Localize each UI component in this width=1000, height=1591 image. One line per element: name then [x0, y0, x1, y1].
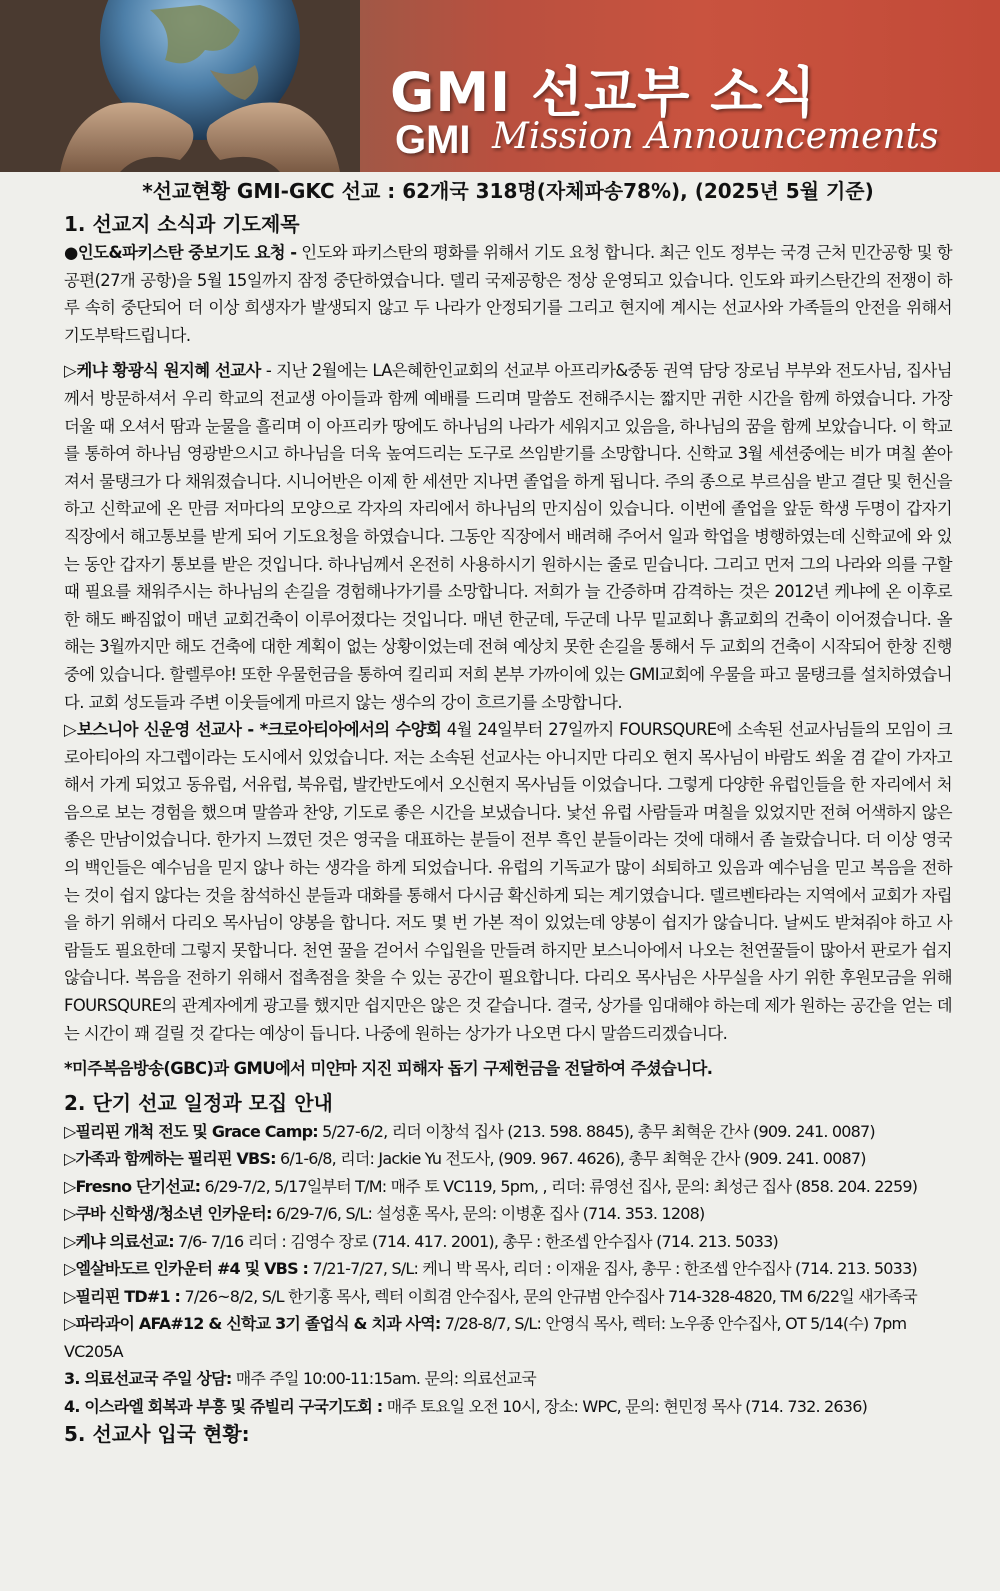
kenya-missionary-news	[64, 357, 952, 716]
schedule-label: ▷엘살바도르 인카운터 #4 및 VBS :	[64, 1259, 309, 1279]
item-label: ▷케냐 황광식 원지혜 선교사	[64, 361, 261, 381]
prayer-request-india-pakistan	[64, 239, 952, 349]
schedule-text: 5/27-6/2, 리더 이창석 집사 (213. 598. 8845), 총무 최혁운 간사 (909. 241. 0087)	[317, 1121, 875, 1141]
section1-heading: 1. 선교지 소식과 기도제목	[64, 212, 300, 236]
medical-mission-consult	[64, 1365, 952, 1393]
schedule-text: 7/21-7/27, S/L: 케니 박 목사, 리더 : 이재윤 집사, 총무 : 한조셉 안수집사 (714. 213. 5033)	[308, 1259, 917, 1279]
section5-heading: 5. 선교사 입국 현황:	[64, 1422, 250, 1447]
israel-prayer-meeting	[64, 1393, 952, 1421]
mission-status-line: *선교현황 GMI-GKC 선교 : 62개국 318명(자체파송78%), (2025년 5월 기준)	[142, 179, 874, 203]
section3-text: 매주 주일 10:00-11:15am. 문의: 의료선교국	[231, 1369, 536, 1389]
section3-label: 3. 의료선교국 주일 상담:	[64, 1369, 232, 1389]
schedule-item	[64, 1310, 952, 1365]
item-text: 4월 24일부터 27일까지 FOURSQURE에 소속된 선교사님들의 모임이 크로아티아의 자그렙이라는 도시에서 있었습니다. 저는 소속된 선교사는 아니지만 다리오 현지 목사님이 바람도 쐬울 겸 같이 가자고 해서 가게 되었고 동유럽, 서유럽, 북유럽, 발칸반도에서 오신현지 목사님들 이었습니다. 그렇게 다양한 유럽인들을 한 자리에서 처음으로 보는 경험을 했으며 말씀과 찬양, 기도로 좋은 시간을 보냈습니다. 낯선 유럽 사람들과 며칠을 있었지만 전혀 어색하지 않은 좋은 만남이었습니다. 한가지 느꼈던 것은 영국을 대표하는 분들이 전부 흑인 분들이라는 것에 대해서 좀 놀랐습니다. 더 이상 영국의 백인들은 예수님을 믿지 않나 하는 생각을 하게 되었습니다. 유럽의 기독교가 많이 쇠퇴하고 있음과 예수님을 믿고 복음을 전하는 것이 쉽지 않다는 것을 참석하신 분들과 대화를 통해서 다시금 확신하게 되는 계기였습니다. 델르벤타라는 지역에서 교회가 자립을 하기 위해서 다리오 목사님이 양봉을 합니다. 저도 몇 번 가본 적이 있었는데 양봉이 쉽지가 않습니다. 날씨도 받쳐줘야 하고 사람들도 필요한데 그렇지 못합니다. 천연 꿀을 걷어서 수입원을 만들려 하지만 보스니아에서 나오는 천연꿀들이 많아서 판로가 쉽지 않습니다. 복음을 전하기 위해서 접촉점을 찾을 수 있는 공간이 필요합니다. 다리오 목사님은 사무실을 사기 위한 후원모금을 위해 FOURSQURE의 관계자에게 광고를 했지만 쉽지만은 않은 것 같습니다. 결국, 상가를 임대해야 하는데 제가 원하는 공간을 얻는 데는 시간이 꽤 걸릴 것 같다는 예상이 듭니다. 나중에 원하는 상가가 나오면 다시 말씀드리겠습니다.	[64, 720, 952, 1043]
schedule-item	[64, 1200, 952, 1228]
section4-label: 4. 이스라엘 회복과 부흥 및 쥬빌리 구국기도회 :	[64, 1396, 383, 1416]
header-banner	[0, 0, 1000, 172]
relief-offering-note	[64, 1055, 952, 1083]
item-label: ●인도&파키스탄 중보기도 요청 -	[64, 243, 297, 262]
schedule-label: ▷필리핀 TD#1 :	[64, 1286, 181, 1306]
schedule-text: 6/1-6/8, 리더: Jackie Yu 전도사, (909. 967. 4626), 총무 최혁운 간사 (909. 241. 0087)	[275, 1149, 866, 1169]
schedule-text: 7/28-8/7, S/L: 안영식 목사, 렉터: 노우종 안수집사, OT 5/14(수) 7pm VC205A	[64, 1314, 907, 1361]
banner-title-english: Mission Announcements	[492, 116, 939, 157]
section4-text: 매주 토요일 오전 10시, 장소: WPC, 문의: 현민정 목사 (714. 732. 2636)	[382, 1396, 868, 1416]
section2-heading: 2. 단기 선교 일정과 모집 안내	[64, 1090, 333, 1115]
schedule-label: ▷필리핀 개척 전도 및 Grace Camp:	[64, 1121, 318, 1141]
schedule-label: ▷케냐 의료선교:	[64, 1231, 174, 1251]
schedule-text: 6/29-7/6, S/L: 설성훈 목사, 문의: 이병훈 집사 (714. 353. 1208)	[271, 1204, 705, 1224]
schedule-item	[64, 1118, 952, 1146]
schedule-item	[64, 1173, 952, 1201]
item-text: - 지난 2월에는 LA은혜한인교회의 선교부 아프리카&중동 권역 담당 장로님 부부와 전도사님, 집사님께서 방문하셔서 우리 학교의 전교생 아이들과 함께 예배를 드리며 말씀도 전해주시는 짧지만 귀한 시간을 함께 하였습니다. 가장 더울 때 오셔서 땀과 눈물을 흘리며 이 아프리카 땅에도 하나님의 나라가 세워지고 있음을, 하나님의 꿈을 함께 보았습니다. 이 학교를 통하여 하나님 영광받으시고 하나님을 더욱 높여드리는 도구로 쓰임받기를 소망합니다. 신학교 3월 세션중에는 비가 며칠 쏟아져서 물탱크가 다 채워졌습니다. 시니어반은 이제 한 세션만 지나면 졸업을 하게 됩니다. 주의 종으로 부르심을 받고 결단 및 헌신을 하고 신학교에 온 만큼 저마다의 모양으로 각자의 자리에서 하나님의 만지심이 있습니다. 이번에 졸업을 앞둔 학생 두명이 갑자기 직장에서 해고통보를 받게 되어 기도요청을 하였습니다. 그동안 직장에서 배려해 주어서 일과 학업을 병행하였는데 신학교에 와 있는 동안 갑자기 통보를 받은 것입니다. 하나님께서 온전히 사용하시기 원하시는 줄로 믿습니다. 그리고 먼저 그의 나라와 의를 구할 때 필요를 채워주시는 하나님의 손길을 경험해나가기를 소망합니다. 저희가 늘 간증하며 감격하는 것은 2012년 케냐에 온 이후로 한 해도 빠짐없이 매년 교회건축이 이루어졌다는 것입니다. 매년 한군데, 두군데 나무 밑교회나 흙교회의 건축이 이어졌습니다. 올해는 3월까지만 해도 건축에 대한 계획이 없는 상황이었는데 전혀 예상치 못한 손길을 통해서 두 교회의 건축이 시작되어 한창 진행 중에 있습니다. 할렐루야! 또한 우물헌금을 통하여 킬리피 저희 본부 가까이에 있는 GMI교회에 우물을 파고 물탱크를 설치하였습니다. 교회 성도들과 주변 이웃들에게 마르지 않는 생수의 강이 흐르기를 소망합니다.	[64, 361, 952, 712]
schedule-text: 7/6- 7/16 리더 : 김영수 장로 (714. 417. 2001), 총무 : 한조셉 안수집사 (714. 213. 5033)	[173, 1231, 778, 1251]
main-content	[64, 176, 952, 1449]
schedule-text: 6/29-7/2, 5/17일부터 T/M: 매주 토 VC119, 5pm, , 리더: 류영선 집사, 문의: 최성근 집사 (858. 204. 2259)	[200, 1176, 918, 1196]
schedule-label: ▷Fresno 단기선교:	[64, 1176, 201, 1196]
schedule-item	[64, 1255, 952, 1283]
bosnia-missionary-news	[64, 716, 952, 1047]
schedule-label: ▷가족과 함께하는 필리핀 VBS:	[64, 1149, 276, 1169]
schedule-label: ▷파라과이 AFA#12 & 신학교 3기 졸업식 & 치과 사역:	[64, 1314, 441, 1334]
schedule-label: ▷쿠바 신학생/청소년 인카운터:	[64, 1204, 272, 1224]
schedule-item	[64, 1283, 952, 1311]
banner-title-gmi: GMI	[395, 118, 471, 162]
item-label: ▷보스니아 신운영 선교사 - *크로아티아에서의 수양회	[64, 720, 442, 740]
schedule-item	[64, 1228, 952, 1256]
note-text: *미주복음방송(GBC)과 GMU에서 미얀마 지진 피해자 돕기 구제헌금을 전달하여 주셨습니다.	[64, 1059, 713, 1079]
globe-hands-image	[0, 0, 360, 172]
short-term-mission-schedule	[64, 1118, 952, 1421]
banner-title-korean: GMI 선교부 소식	[390, 61, 817, 124]
schedule-text: 7/26~8/2, S/L 한기홍 목사, 렉터 이희겸 안수집사, 문의 안규범 안수집사 714-328-4820, TM 6/22일 새가족국	[180, 1286, 917, 1306]
item-text: 인도와 파키스탄의 평화를 위해서 기도 요청 합니다. 최근 인도 정부는 국경 근처 민간공항 및 항공편(27개 공항)을 5월 15일까지 잠정 중단하였습니다. 델리 국제공항은 정상 운영되고 있습니다. 인도와 파키스탄간의 전쟁이 하루 속히 중단되어 더 이상 희생자가 발생되지 않고 두 나라가 안정되기를 그리고 현지에 계시는 선교사와 가족들의 안전을 위해서 기도부탁드립니다.	[64, 243, 952, 345]
schedule-item	[64, 1145, 952, 1173]
